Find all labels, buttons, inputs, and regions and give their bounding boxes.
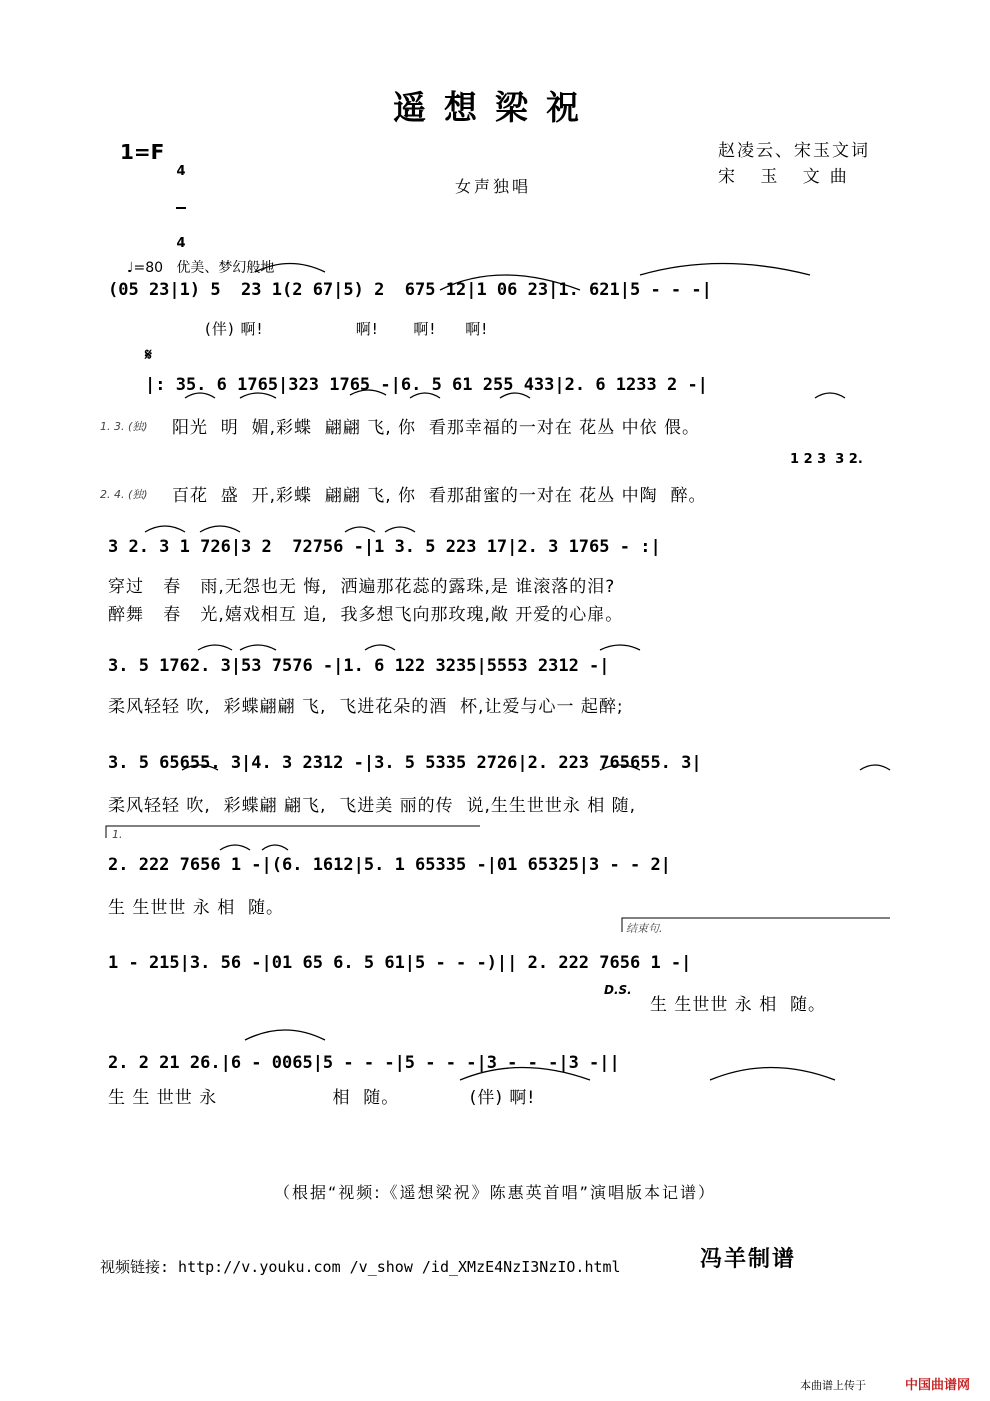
staff-line-4: 3. 5 1762. 3|53 7576 -|1. 6 122 3235|5553 2312 -| bbox=[108, 656, 610, 676]
scribe-signature: 冯羊制谱 bbox=[700, 1246, 797, 1272]
upload-note: 本曲谱上传于 bbox=[800, 1379, 866, 1392]
quarter-note-icon: ♩ bbox=[126, 260, 134, 276]
dal-segno-label: D.S. bbox=[604, 983, 632, 997]
staff-line-2: |: 35. 6 1765|323 1765 -|6. 5 61 255 433|2. 6 1233 2 -| bbox=[145, 375, 708, 395]
alt-notes: 1 2 3 3 2. bbox=[790, 452, 863, 467]
page-title: 遥想梁祝 bbox=[393, 88, 597, 127]
lyric-line-3a: 穿过 春 雨,无怨也无 悔, 洒遍那花蕊的露珠,是 谁滚落的泪? bbox=[108, 577, 616, 597]
composer-credit: 宋 玉 文曲 bbox=[718, 167, 857, 187]
staff-line-7: 1 - 215|3. 56 -|01 65 6. 5 61|5 - - -)|| 2. 222 7656 1 -| bbox=[108, 953, 692, 973]
lyric-line-4: 柔风轻轻 吹, 彩蝶翩翩 飞, 飞进花朵的酒 杯,让爱与心一 起醉; bbox=[108, 697, 624, 717]
staff-line-8: 2. 2 21 26.|6 - 0065|5 - - -|5 - - -|3 - - -|3 -|| bbox=[108, 1053, 620, 1073]
lyric-line-5: 柔风轻轻 吹, 彩蝶翩 翩飞, 飞进美 丽的传 说,生生世世永 相 随, bbox=[108, 796, 637, 816]
video-link: 视频链接: http://v.youku.com /v_show /id_XMzE4NzI3NzIO.html bbox=[100, 1258, 621, 1276]
lyric-line-3b: 醉舞 春 光,嬉戏相互 追, 我多想飞向那玫瑰,敞 开爱的心扉。 bbox=[108, 605, 624, 625]
staff-line-6: 2. 222 7656 1 -|(6. 1612|5. 1 65335 -|01 65325|3 - - 2| bbox=[108, 855, 671, 875]
lyric-line-1: (伴) 啊! 啊! 啊! 啊! bbox=[205, 320, 489, 338]
lyric-line-8: 生 生 世世 永 相 随。 (伴) 啊! bbox=[108, 1088, 536, 1108]
time-signature-top: 4 bbox=[176, 164, 186, 179]
lyric-line-6: 生 生世世 永 相 随。 bbox=[108, 898, 285, 918]
lyric-line-7: 生 生世世 永 相 随。 bbox=[650, 995, 827, 1015]
segno-icon: 𝄋 bbox=[145, 345, 152, 364]
first-ending-label: 1. bbox=[112, 828, 123, 841]
ending-label: 结束句. bbox=[626, 922, 663, 935]
lyricist-credit: 赵凌云、宋玉文词 bbox=[718, 141, 870, 161]
lyric-line-2a: 阳光 明 媚,彩蝶 翩翩 飞, 你 看那幸福的一对在 花丛 中依 偎。 bbox=[172, 418, 701, 438]
tempo-bpm: =80 bbox=[133, 260, 164, 276]
time-signature-bottom: 4 bbox=[176, 236, 186, 251]
source-note: （根据“视频:《遥想梁祝》陈惠英首唱”演唱版本记谱） bbox=[274, 1183, 716, 1202]
staff-line-3: 3 2. 3 1 726|3 2 72756 -|1 3. 5 223 17|2. 3 1765 - :| bbox=[108, 537, 661, 557]
lyric-line-2b: 百花 盛 开,彩蝶 翩翩 飞, 你 看那甜蜜的一对在 花丛 中陶 醉。 bbox=[172, 486, 707, 506]
staff-line-1: (05 23|1) 5 23 1(2 67|5) 2 675 12|1 06 23|1. 621|5 - - -| bbox=[108, 280, 712, 300]
key-signature: 1=F bbox=[120, 140, 165, 164]
brand-logo: 中国曲谱网 bbox=[905, 1378, 971, 1393]
verse-label-1: 1. 3. (独) bbox=[100, 420, 148, 433]
performance-form: 女声独唱 bbox=[455, 177, 532, 196]
expression-text: 优美、梦幻般地 bbox=[176, 260, 275, 276]
verse-label-2: 2. 4. (独) bbox=[100, 488, 148, 501]
staff-line-5: 3. 5 65655. 3|4. 3 2312 -|3. 5 5335 2726|2. 223 765655. 3| bbox=[108, 753, 702, 773]
